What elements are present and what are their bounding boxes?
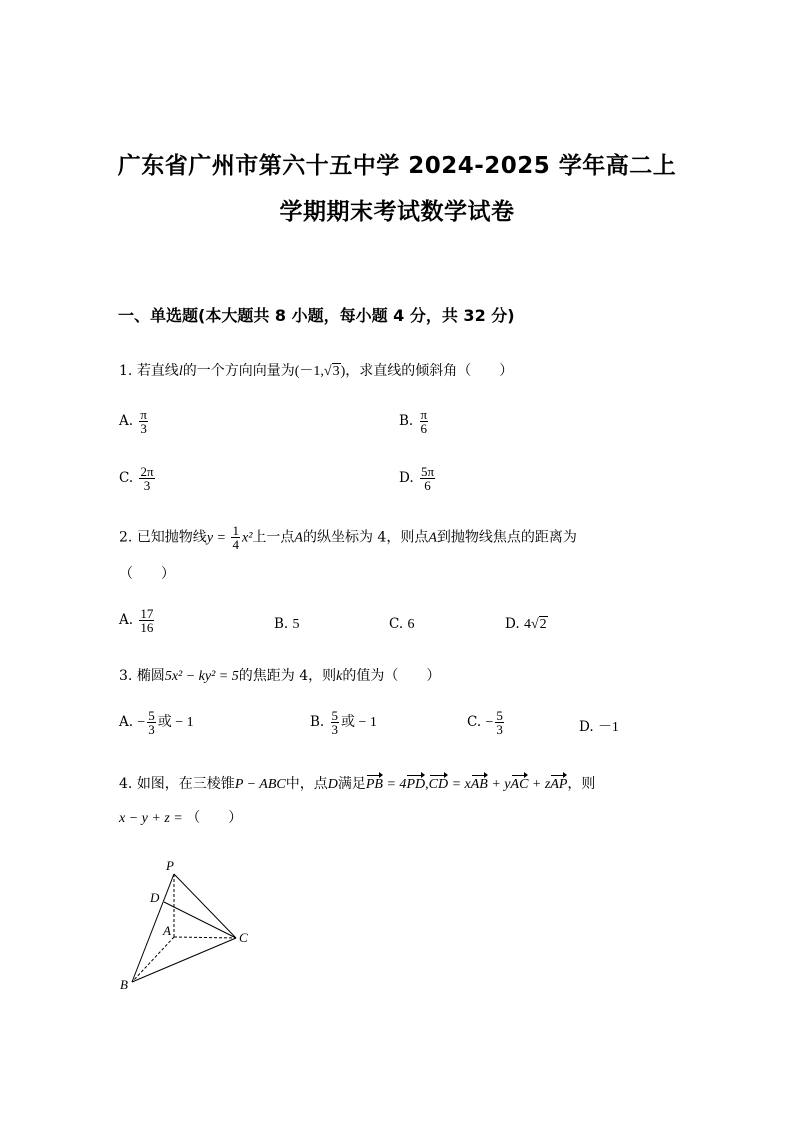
math-fraction (139, 607, 154, 634)
option-value: －1 (597, 720, 619, 735)
option-label: A. (119, 612, 134, 628)
fraction-denominator: 6 (424, 478, 431, 493)
pyramid-figure (110, 850, 270, 1000)
fraction-numerator: π (140, 407, 147, 422)
math-fraction (420, 408, 429, 435)
math-fraction (495, 709, 504, 736)
math-expr: + y (487, 777, 511, 792)
fraction-denominator: 3 (140, 421, 147, 436)
fraction-numerator: 5 (331, 708, 339, 723)
option-label: B. (399, 413, 414, 429)
vector-pd: PD (406, 777, 426, 792)
label-c: C (239, 930, 248, 945)
exam-title-line1: 广东省广州市第六十五中学 2024-2025 学年高二上 (117, 153, 677, 179)
vector-pb: PB (365, 777, 383, 792)
math-expr: x² (241, 530, 253, 546)
question-2 (119, 524, 577, 551)
option-label: C. (389, 616, 404, 632)
q1-option-a[interactable] (119, 408, 150, 435)
fraction-denominator: 6 (420, 421, 428, 436)
fraction-denominator: 16 (140, 620, 154, 635)
edge-bc (132, 938, 236, 982)
math-fraction (331, 709, 340, 736)
math-sqrt: √3 (323, 364, 340, 379)
q3-option-d[interactable] (579, 716, 619, 736)
question-text: ，则 (567, 776, 596, 792)
question-text: 的一个方向向量为 (182, 363, 295, 379)
fraction-numerator: 5 (148, 708, 155, 723)
option-value: 5 (292, 617, 300, 632)
math-sign: − (137, 715, 146, 730)
math-paren: ) (340, 364, 346, 379)
math-fraction (147, 709, 156, 736)
edge-pc (174, 874, 236, 938)
q2-option-d[interactable] (505, 616, 548, 633)
math-expr: = x (448, 777, 471, 792)
math-expr: y = (206, 530, 230, 546)
question-text: 的纵坐标为 4，则点 (302, 529, 429, 546)
q2-option-a[interactable] (119, 607, 156, 634)
question-text: 若直线 (136, 363, 179, 379)
fraction-denominator: 3 (143, 478, 151, 493)
math-expr: + z (528, 777, 551, 792)
answer-paren: （ ） (119, 566, 175, 582)
vector-ap: AP (550, 777, 568, 792)
math-fraction (139, 465, 154, 492)
question-text: 中，点 (285, 776, 328, 792)
q1-option-d[interactable] (399, 465, 437, 492)
math-expr: x − y + z = (119, 811, 187, 826)
math-expr: 5x² − ky² = 5 (164, 669, 239, 684)
math-radicand: 3 (332, 364, 340, 379)
math-expr: －1, (299, 364, 324, 379)
section-heading: 一、单选题(本大题共 8 小题，每小题 4 分，共 32 分) (118, 306, 515, 325)
option-value: 6 (407, 617, 415, 632)
math-comma: , (425, 777, 429, 792)
option-label: D. (505, 616, 520, 632)
math-expr: = 4 (382, 777, 407, 792)
math-fraction (420, 465, 435, 492)
fraction-denominator: 4 (232, 537, 239, 552)
q1-option-c[interactable] (119, 465, 157, 492)
q1-option-b[interactable] (399, 408, 430, 435)
math-var: D (327, 777, 338, 792)
math-var: A (294, 530, 303, 546)
label-a: A (163, 923, 171, 938)
fraction-numerator: 1 (232, 523, 239, 538)
option-value: 4 (523, 617, 531, 632)
label-d: D (150, 890, 160, 905)
fraction-numerator: 5π (420, 464, 435, 479)
q2-option-c[interactable] (389, 616, 414, 633)
question-text: 的值为（ ） (342, 668, 441, 684)
label-b: B (120, 977, 128, 992)
question-text: 的焦距为 4，则 (238, 668, 337, 684)
question-text: 上一点 (252, 529, 295, 546)
option-label: A. (119, 413, 134, 429)
fraction-denominator: 3 (331, 722, 339, 737)
question-number: 2. (119, 529, 133, 546)
math-var: k (336, 669, 343, 684)
question-3 (119, 665, 440, 685)
fraction-numerator: 17 (140, 606, 154, 621)
segment-dc (164, 902, 236, 938)
math-vector (295, 363, 346, 379)
question-text: 满足 (337, 776, 366, 792)
question-4-line2 (119, 807, 242, 827)
q3-option-b[interactable] (310, 709, 377, 736)
q2-option-b[interactable] (274, 616, 300, 633)
option-tail: 或 − 1 (157, 715, 194, 730)
math-var: A (428, 530, 437, 546)
fraction-denominator: 3 (496, 722, 503, 737)
label-p: P (166, 858, 174, 873)
option-label: A. (119, 714, 134, 730)
option-label: C. (467, 714, 482, 730)
option-tail: 或 − 1 (341, 715, 377, 730)
question-text: 如图，在三棱锥 (136, 776, 235, 792)
math-expr: P − ABC (234, 777, 286, 792)
answer-paren: （ ） (186, 810, 243, 826)
vector-ab: AB (470, 777, 488, 792)
math-var: l (178, 364, 183, 379)
question-text: 已知抛物线 (136, 529, 207, 546)
fraction-numerator: π (420, 407, 428, 422)
option-label: D. (399, 470, 414, 486)
question-4 (119, 773, 595, 793)
math-fraction (231, 524, 240, 551)
math-fraction (139, 408, 148, 435)
math-sqrt: √2 (530, 617, 547, 632)
option-label: C. (119, 470, 134, 486)
math-sign: − (485, 715, 494, 730)
fraction-numerator: 2π (140, 464, 154, 479)
question-text: 椭圆 (136, 668, 165, 684)
question-1 (119, 360, 513, 380)
question-number: 1. (119, 363, 133, 379)
fraction-denominator: 3 (148, 722, 155, 737)
question-text: 到抛物线焦点的距离为 (436, 529, 577, 546)
option-label: B. (274, 616, 289, 632)
q3-option-a[interactable] (119, 709, 194, 736)
question-number: 3. (119, 668, 133, 684)
option-label: D. (579, 719, 594, 735)
q3-option-c[interactable] (467, 709, 506, 736)
option-label: B. (310, 714, 325, 730)
edge-ab (132, 937, 174, 982)
fraction-numerator: 5 (496, 708, 503, 723)
question-text: ，求直线的倾斜角（ ） (345, 363, 514, 379)
math-radicand: 2 (539, 617, 547, 632)
vector-cd: CD (428, 777, 449, 792)
edge-ac (174, 937, 236, 938)
question-number: 4. (119, 776, 133, 792)
vector-ac: AC (510, 777, 529, 792)
math-paren: ( (294, 364, 300, 379)
exam-title-line2: 学期期末考试数学试卷 (279, 199, 515, 225)
